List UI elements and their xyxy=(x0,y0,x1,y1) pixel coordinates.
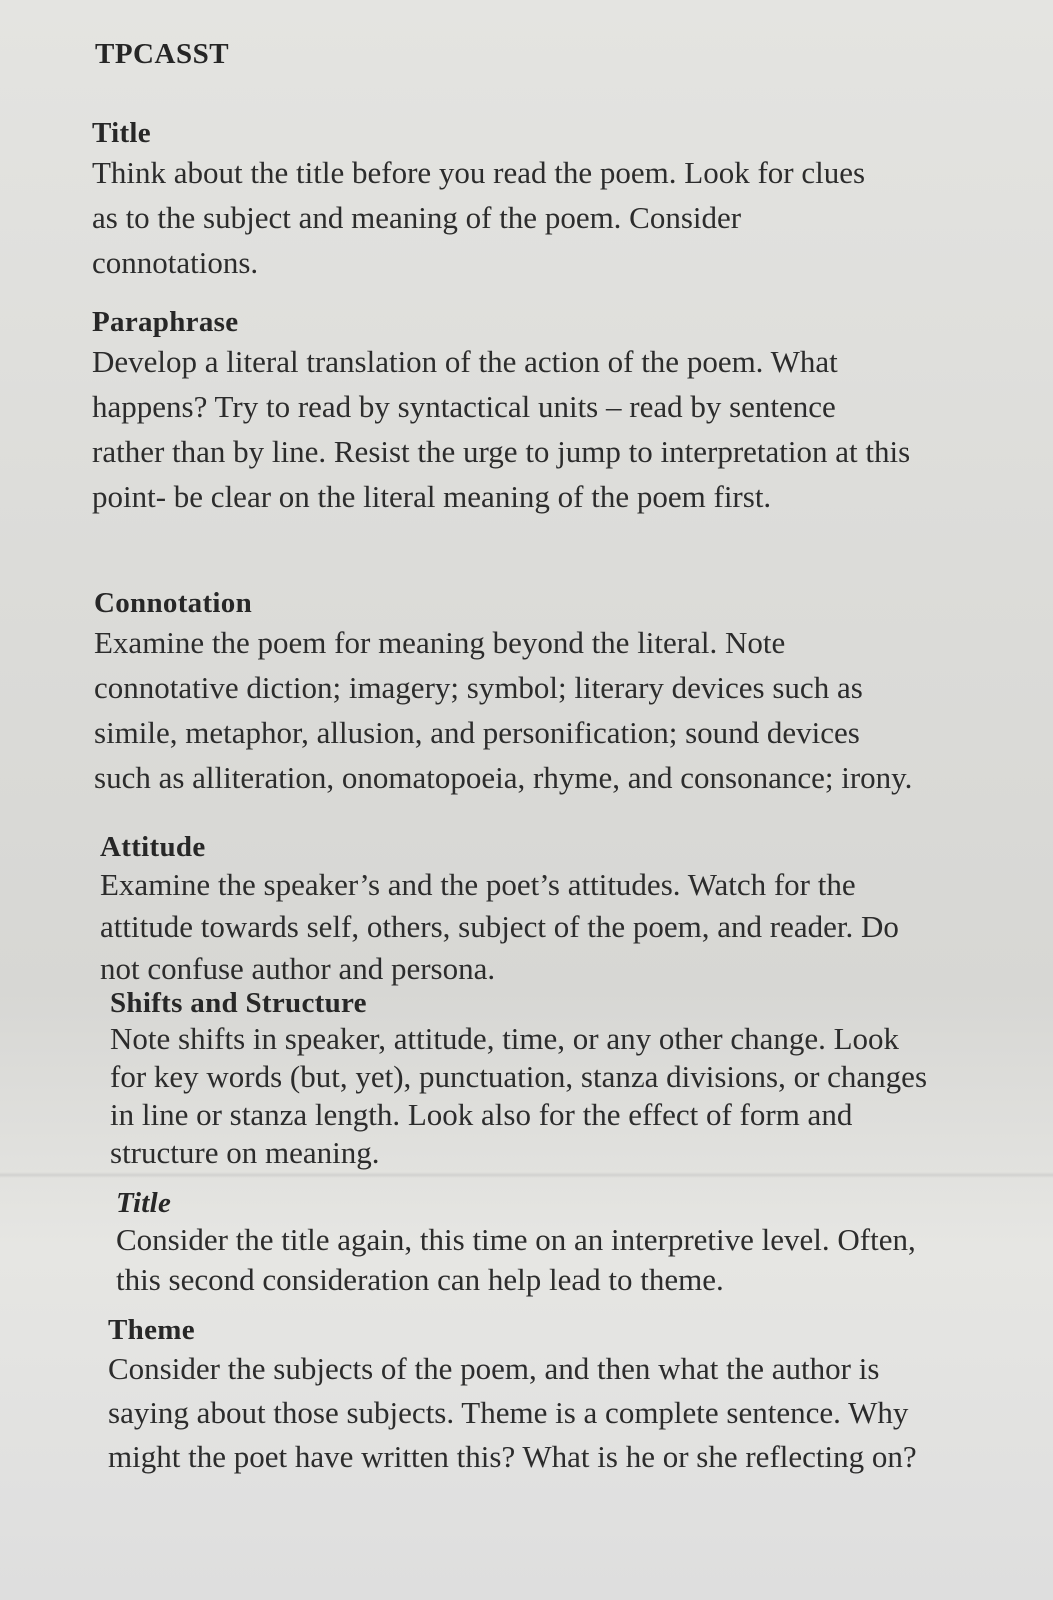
document-title: TPCASST xyxy=(95,38,230,70)
section-body: Note shifts in speaker, attitude, time, or any other change. Look for key words (but, yet), punctuation, stanza divisions, or changes in line or stanza length. Look also for the effect of form and structure on meaning. xyxy=(110,1021,928,1170)
section-body: Develop a literal translation of the action of the poem. What happens? Try to read by syntactical units – read by sentence rather than by line. Resist the urge to jump to interpretation at this point- be clear on the literal meaning of the poem first. xyxy=(92,344,911,514)
paper-fold xyxy=(0,1172,1053,1178)
section-heading: Shifts and Structure xyxy=(110,987,367,1019)
section-paraphrase xyxy=(92,305,912,519)
section-connotation xyxy=(94,586,914,800)
section-shifts-and-structure xyxy=(110,986,930,1172)
section-heading: Attitude xyxy=(100,831,206,863)
section-heading: Connotation xyxy=(94,587,252,619)
section-attitude xyxy=(100,830,920,990)
section-body: Examine the speaker’s and the poet’s attitudes. Watch for the attitude towards self, others, subject of the poem, and reader. Do not confuse author and persona. xyxy=(100,867,899,986)
section-body: Examine the poem for meaning beyond the literal. Note connotative diction; imagery; symbol; literary devices such as simile, metaphor, allusion, and personification; sound devices such as alliteration, onomatopoeia, rhyme, and consonance; irony. xyxy=(94,625,913,795)
section-body: Think about the title before you read the poem. Look for clues as to the subject and meaning of the poem. Consider connotations. xyxy=(92,155,866,280)
section-body: Consider the title again, this time on an interpretive level. Often, this second consideration can help lead to theme. xyxy=(116,1222,916,1297)
section-heading: Paraphrase xyxy=(92,306,239,338)
section-title xyxy=(92,116,892,285)
section-heading: Theme xyxy=(108,1314,195,1346)
section-body: Consider the subjects of the poem, and then what the author is saying about those subjects. Theme is a complete sentence. Why might the poet have written this? What is he or she reflecting on? xyxy=(108,1351,917,1474)
section-title-again xyxy=(116,1186,936,1300)
section-heading: Title xyxy=(92,117,151,149)
section-heading: Title xyxy=(116,1187,172,1219)
section-theme xyxy=(108,1313,958,1479)
